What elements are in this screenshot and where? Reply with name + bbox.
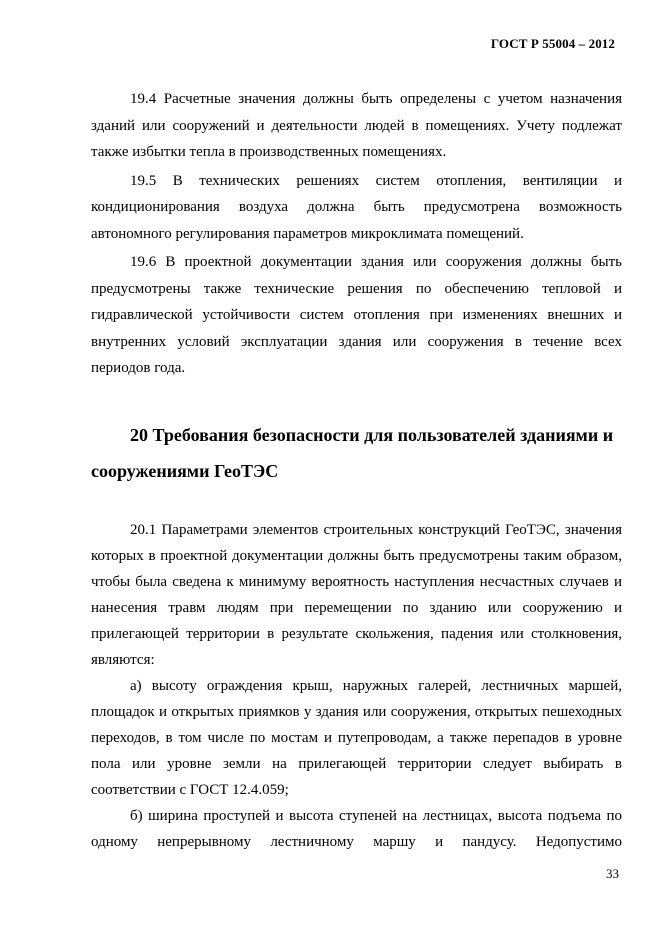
- page-header-standard-number: ГОСТ Р 55004 – 2012: [490, 36, 615, 51]
- page-number: 33: [606, 866, 619, 881]
- paragraph-19-6: 19.6 В проектной документации здания или сооружения должны быть предусмотрены также технические решения по обеспечению тепловой и гидравлической устойчивости систем отопления при изменениях внешних и внутренних условий эксплуатации здания или сооружения в течение всех периодов года.: [91, 254, 622, 376]
- section-20-text: [91, 517, 622, 855]
- list-item-a: а) высоту ограждения крыш, наружных галерей, лестничных маршей, площадок и открытых приямков у здания или сооружения, открытых пешеходных переходов, в том числе по мостам и путепроводам, а также перепадов в уровне пола или уровне земли на прилегающей территории следует выбирать в соответствии с ГОСТ 12.4.059;: [91, 678, 622, 798]
- section-20-heading: 20 Требования безопасности для пользователей зданиями и сооружениями ГеоТЭС: [91, 425, 614, 481]
- paragraph-20-1: 20.1 Параметрами элементов строительных конструкций ГеоТЭС, значения которых в проектной документации должны быть предусмотрены таким образом, чтобы была сведена к минимуму вероятность наступления несчастных случаев и нанесения травм людям при перемещении по зданию или сооружению и прилегающей территории в результате скольжения, падения или столкновения, являются:: [91, 522, 622, 668]
- list-item-b: б) ширина проступей и высота ступеней на лестницах, высота подъема по одному непрерывному лестничному маршу и пандусу. Недопустимо: [91, 808, 622, 850]
- paragraph-19-5: 19.5 В технических решениях систем отопления, вентиляции и кондиционирования воздуха должна быть предусмотрена возможность автономного регулирования параметров микроклимата помещений.: [91, 172, 622, 242]
- paragraph-19-4: 19.4 Расчетные значения должны быть определены с учетом назначения зданий или сооружений и деятельности людей в помещениях. Учету подлежат также избытки тепла в производственных помещениях.: [91, 91, 622, 160]
- section-19-text: [91, 86, 622, 382]
